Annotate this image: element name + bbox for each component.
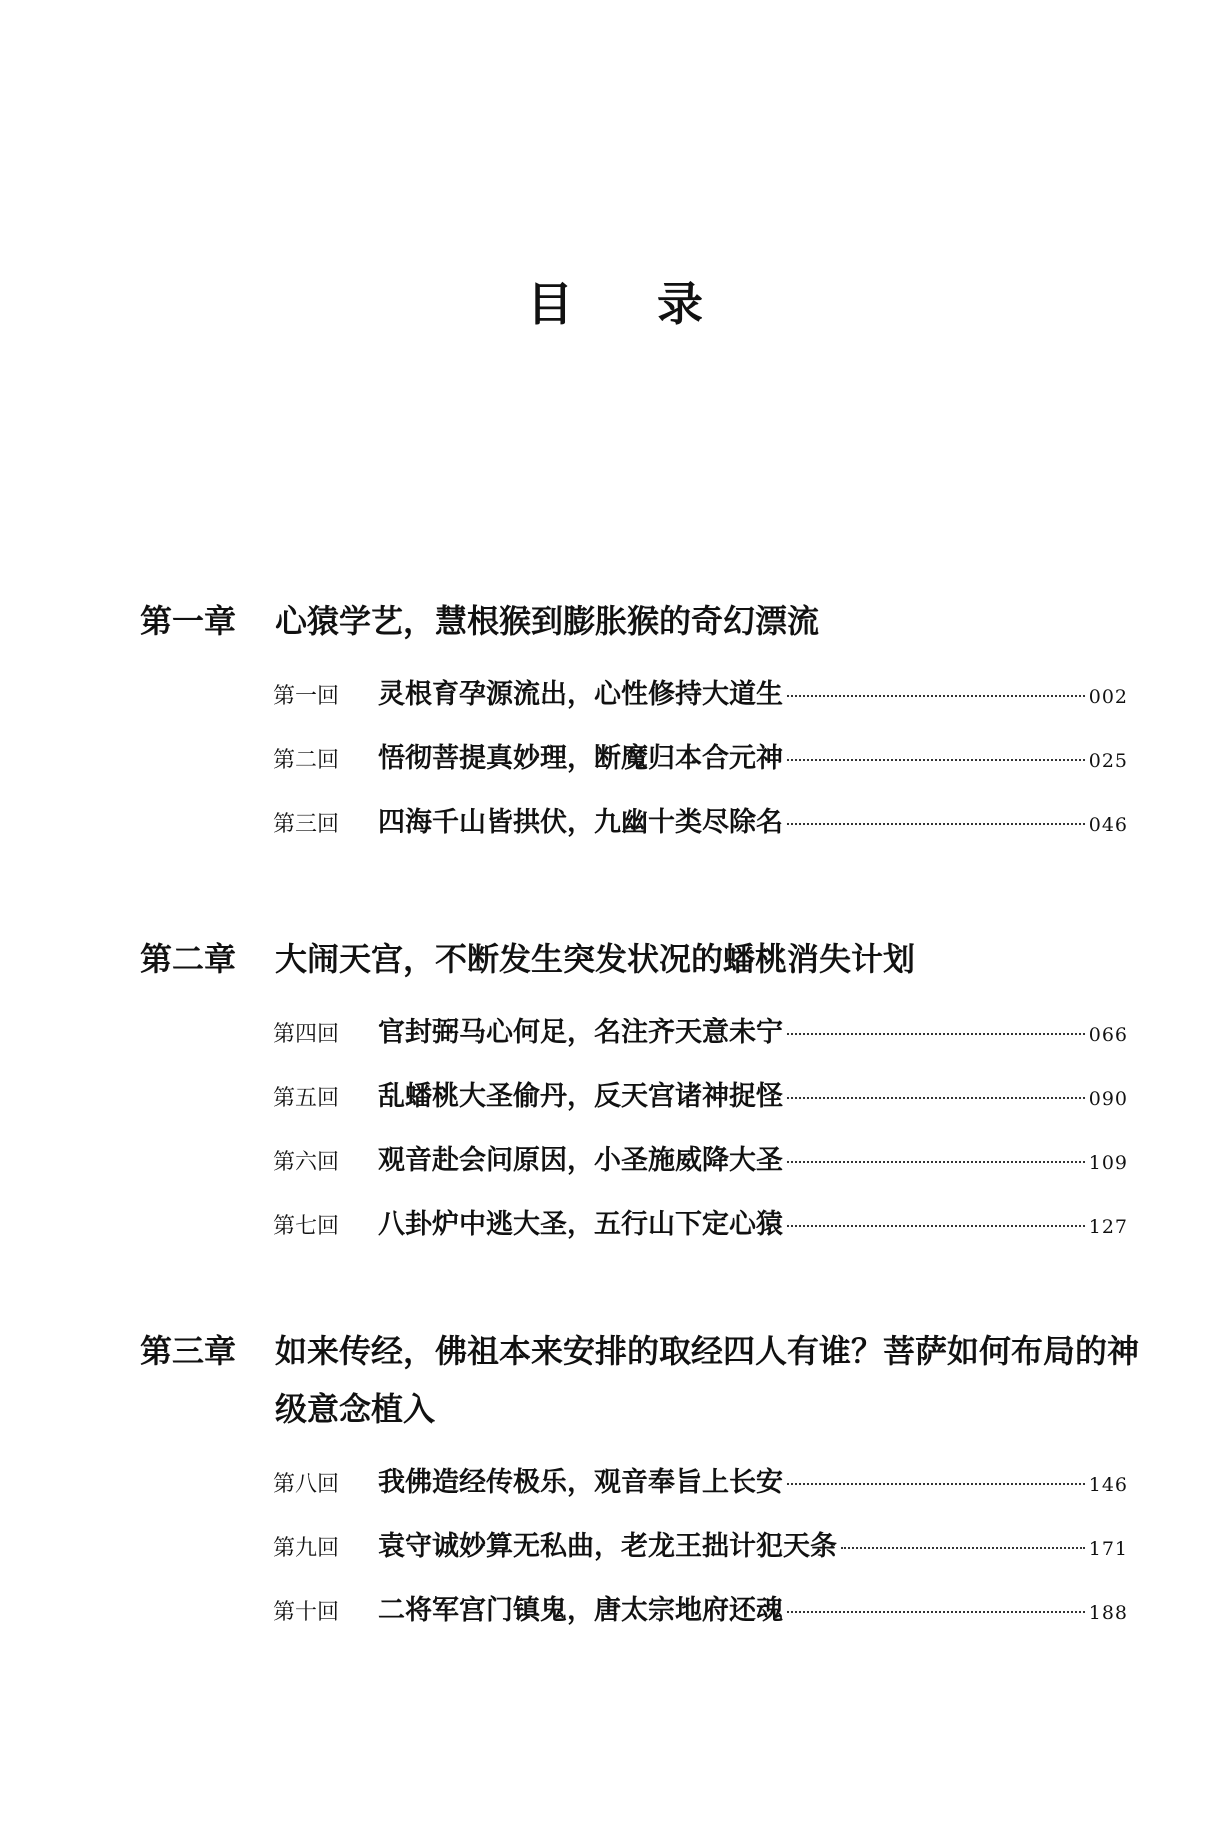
entry-page-number: 109 bbox=[1088, 1152, 1128, 1174]
chapter-title: 如来传经，佛祖本来安排的取经四人有谁？菩萨如何布局的神级意念植入 bbox=[275, 1332, 1140, 1428]
entry-page-number: 127 bbox=[1088, 1216, 1128, 1238]
dot-leader bbox=[787, 1097, 1085, 1099]
entry-page-number: 002 bbox=[1088, 686, 1128, 708]
entry-title: 悟彻菩提真妙理，断魔归本合元神 bbox=[378, 743, 783, 774]
dot-leader bbox=[787, 1611, 1085, 1613]
entry-number: 第三回 bbox=[273, 812, 340, 837]
entry-title: 官封弼马心何足，名注齐天意未宁 bbox=[378, 1017, 783, 1048]
entry-number: 第四回 bbox=[273, 1022, 340, 1047]
chapter-heading bbox=[140, 930, 1140, 988]
chapter-heading bbox=[140, 592, 1140, 650]
chapter-section bbox=[140, 592, 1140, 864]
entry-page-number: 171 bbox=[1088, 1538, 1128, 1560]
entry-number: 第一回 bbox=[273, 684, 340, 709]
entry-number: 第七回 bbox=[273, 1214, 340, 1239]
chapter-title: 心猿学艺，慧根猴到膨胀猴的奇幻漂流 bbox=[275, 602, 820, 640]
entry-title: 四海千山皆拱伏，九幽十类尽除名 bbox=[378, 807, 783, 838]
dot-leader bbox=[787, 1483, 1085, 1485]
dot-leader bbox=[787, 823, 1085, 825]
entry-number: 第五回 bbox=[273, 1086, 340, 1111]
toc-entry bbox=[273, 1074, 1128, 1138]
chapter-number: 第二章 bbox=[140, 940, 237, 978]
entry-title: 乱蟠桃大圣偷丹，反天宫诸神捉怪 bbox=[378, 1081, 783, 1112]
chapter-title: 大闹天宫，不断发生突发状况的蟠桃消失计划 bbox=[275, 940, 916, 978]
chapter-number: 第三章 bbox=[140, 1332, 237, 1370]
dot-leader bbox=[787, 1225, 1085, 1227]
entry-page-number: 066 bbox=[1088, 1024, 1128, 1046]
entry-page-number: 146 bbox=[1088, 1474, 1128, 1496]
entry-list bbox=[140, 1460, 1140, 1652]
entry-title: 袁守诚妙算无私曲，老龙王拙计犯天条 bbox=[378, 1531, 837, 1562]
entry-title: 我佛造经传极乐，观音奉旨上长安 bbox=[378, 1467, 783, 1498]
entry-number: 第八回 bbox=[273, 1472, 340, 1497]
entry-title: 八卦炉中逃大圣，五行山下定心猿 bbox=[378, 1209, 783, 1240]
entry-page-number: 188 bbox=[1088, 1602, 1128, 1624]
entry-page-number: 090 bbox=[1088, 1088, 1128, 1110]
entry-title: 观音赴会问原因，小圣施威降大圣 bbox=[378, 1145, 783, 1176]
toc-entry bbox=[273, 1202, 1128, 1266]
entry-number: 第二回 bbox=[273, 748, 340, 773]
entry-title: 灵根育孕源流出，心性修持大道生 bbox=[378, 679, 783, 710]
dot-leader bbox=[787, 695, 1085, 697]
toc-entry bbox=[273, 736, 1128, 800]
entry-title: 二将军宫门镇鬼，唐太宗地府还魂 bbox=[378, 1595, 783, 1626]
toc-entry bbox=[273, 1524, 1128, 1588]
chapter-heading bbox=[140, 1322, 1140, 1438]
entry-number: 第六回 bbox=[273, 1150, 340, 1175]
toc-entry bbox=[273, 1138, 1128, 1202]
entry-list bbox=[140, 1010, 1140, 1266]
entry-number: 第十回 bbox=[273, 1600, 340, 1625]
toc-entry bbox=[273, 1460, 1128, 1524]
toc-entry bbox=[273, 1010, 1128, 1074]
chapter-number: 第一章 bbox=[140, 602, 237, 640]
dot-leader bbox=[787, 1033, 1085, 1035]
toc-entry bbox=[273, 672, 1128, 736]
toc-entry bbox=[273, 1588, 1128, 1652]
entry-page-number: 046 bbox=[1088, 814, 1128, 836]
chapter-section bbox=[140, 930, 1140, 1266]
dot-leader bbox=[841, 1547, 1085, 1549]
entry-list bbox=[140, 672, 1140, 864]
dot-leader bbox=[787, 759, 1085, 761]
chapter-section bbox=[140, 1322, 1140, 1652]
entry-page-number: 025 bbox=[1088, 750, 1128, 772]
entry-number: 第九回 bbox=[273, 1536, 340, 1561]
toc-entry bbox=[273, 800, 1128, 864]
page-title: 目 录 bbox=[526, 277, 737, 331]
dot-leader bbox=[787, 1161, 1085, 1163]
